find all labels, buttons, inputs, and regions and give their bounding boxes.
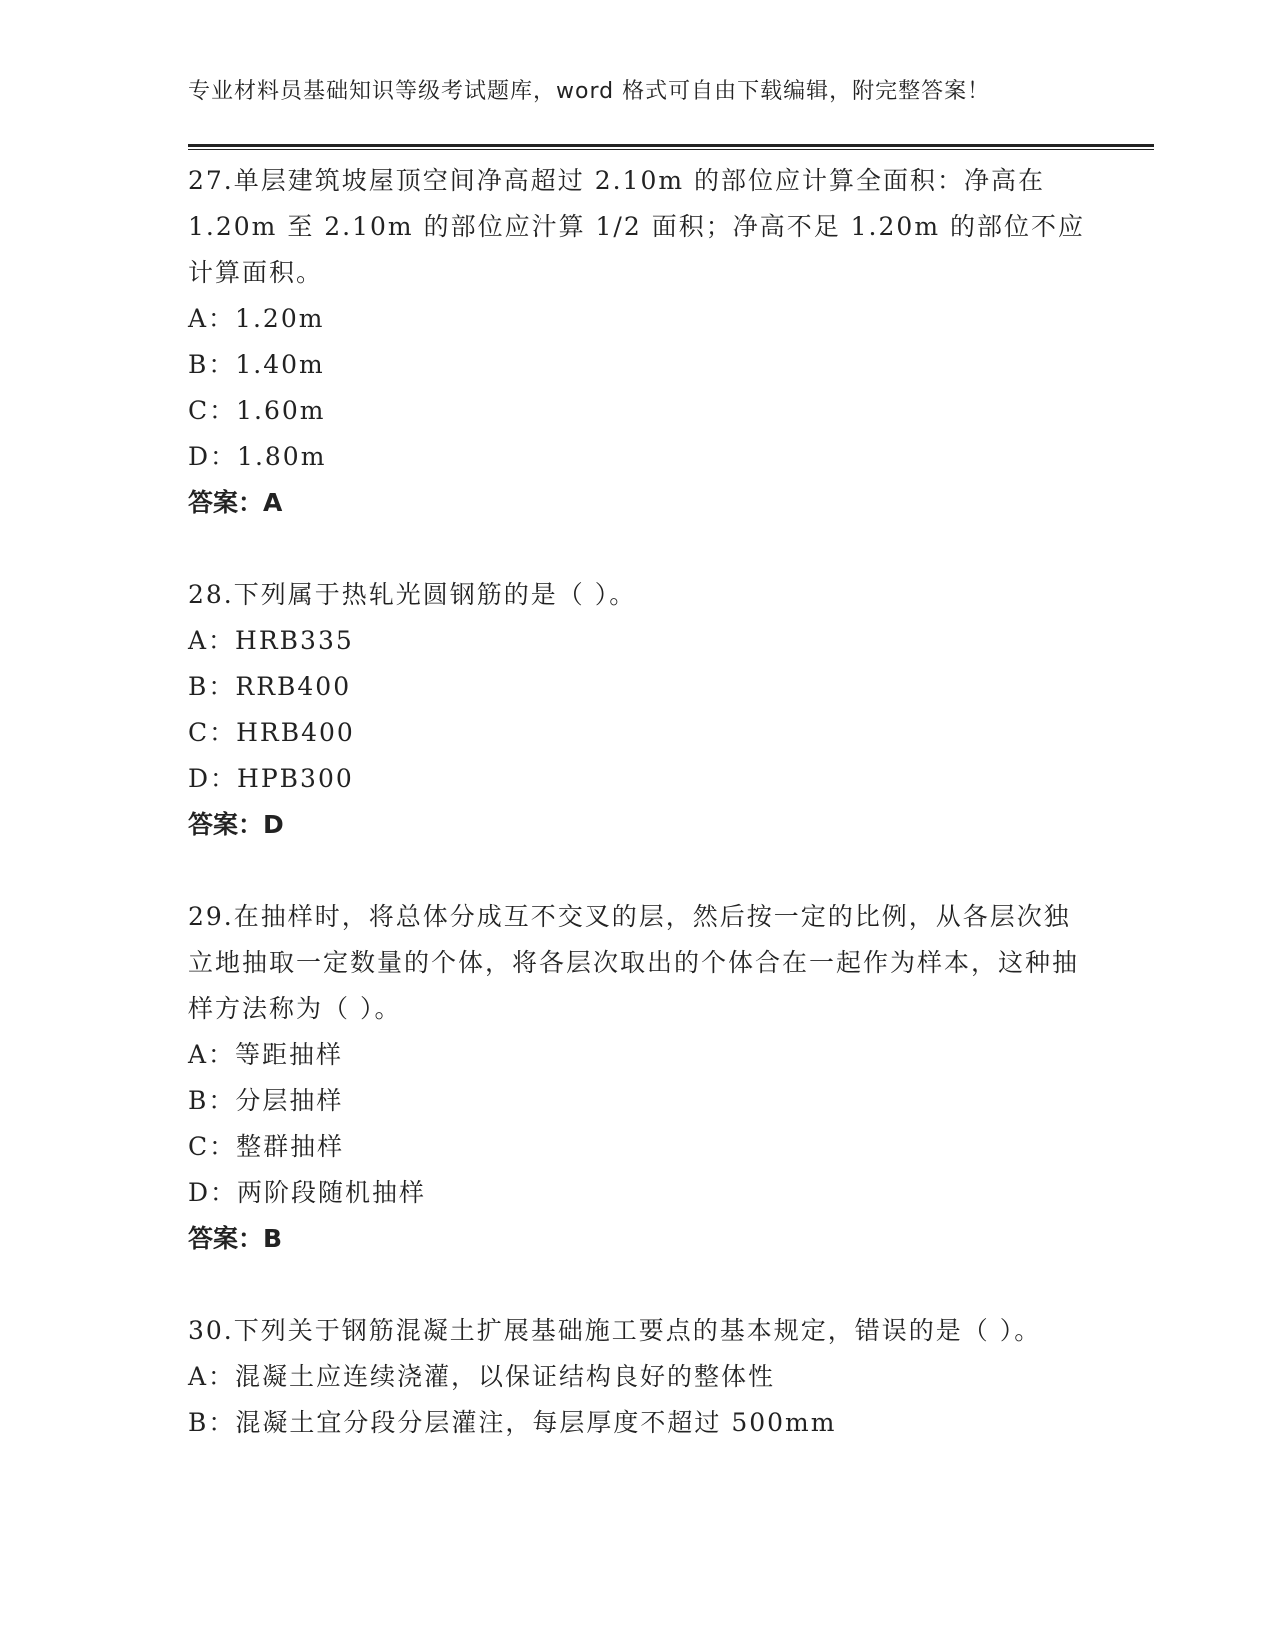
option-a: A：等距抽样 xyxy=(188,1040,344,1069)
question-text: 27.单层建筑坡屋顶空间净高超过 2.10m 的部位应计算全面积：净高在 1.20m 至 2.10m 的部位应汁算 1/2 面积；净高不足 1.20m 的部位不应计算面积。 xyxy=(188,166,1085,287)
option-c: C：1.60m xyxy=(188,396,326,425)
option-d: D：1.80m xyxy=(188,442,327,471)
answer: 答案：D xyxy=(188,810,284,839)
option-b: B：混凝土宜分段分层灌注，每层厚度不超过 500mm xyxy=(188,1408,837,1437)
option-b: B：分层抽样 xyxy=(188,1086,344,1115)
option-d: D：两阶段随机抽样 xyxy=(188,1178,427,1207)
option-d: D：HPB300 xyxy=(188,764,354,793)
question-text: 28.下列属于热轧光圆钢筋的是（ ）。 xyxy=(188,580,637,609)
answer: 答案：B xyxy=(188,1224,283,1253)
option-a: A：HRB335 xyxy=(188,626,354,655)
answer: 答案：A xyxy=(188,488,283,517)
option-c: C：HRB400 xyxy=(188,718,355,747)
question-text: 29.在抽样时，将总体分成互不交叉的层，然后按一定的比例，从各层次独立地抽取一定数量的个体，将各层次取出的个体合在一起作为样本，这种抽样方法称为（ ）。 xyxy=(188,902,1080,1023)
header-rule-thick xyxy=(188,144,1154,147)
question-29 xyxy=(188,894,1088,1262)
option-c: C：整群抽样 xyxy=(188,1132,345,1161)
question-28 xyxy=(188,572,1088,848)
option-b: B：RRB400 xyxy=(188,672,352,701)
question-text: 30.下列关于钢筋混凝土扩展基础施工要点的基本规定，错误的是（ ）。 xyxy=(188,1316,1042,1345)
question-list xyxy=(188,158,1088,1446)
page-header: 专业材料员基础知识等级考试题库，word 格式可自由下载编辑，附完整答案！ xyxy=(188,79,991,104)
option-a: A：1.20m xyxy=(188,304,325,333)
option-b: B：1.40m xyxy=(188,350,325,379)
question-27 xyxy=(188,158,1088,526)
header-rule-thin xyxy=(188,149,1154,150)
question-30 xyxy=(188,1308,1088,1446)
option-a: A：混凝土应连续浇灌，以保证结构良好的整体性 xyxy=(188,1362,776,1391)
